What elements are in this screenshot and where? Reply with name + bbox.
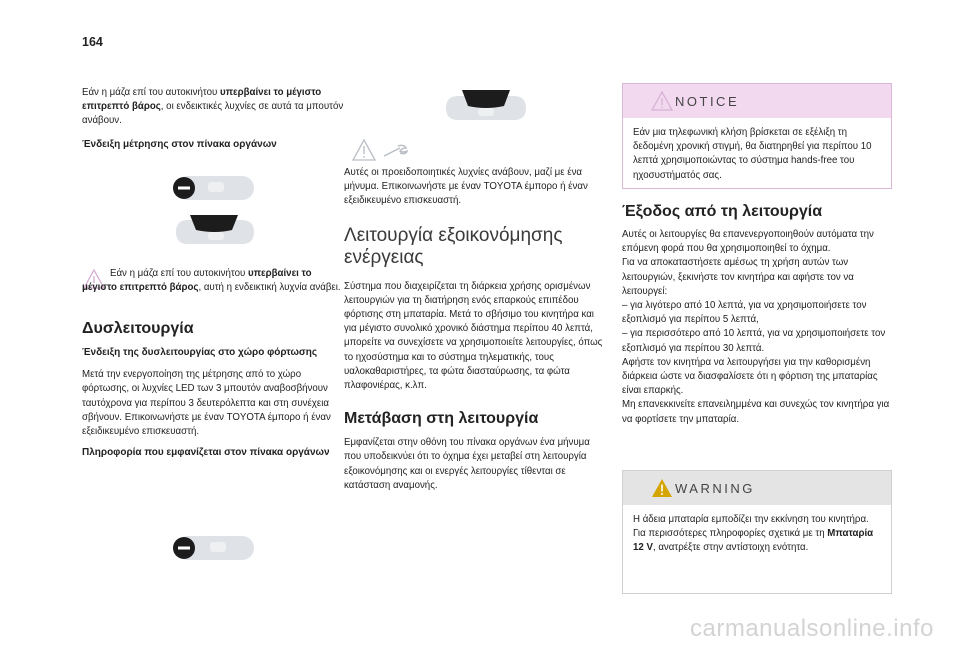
notice-box (622, 83, 892, 189)
warning-text-2: Για περισσότερες πληροφορίες σχετικά με τη Μπαταρία 12 V, ανατρέξτε στην αντίστοιχη ενότητα. (633, 528, 874, 554)
exit-paragraph-3: Αφήστε τον κινητήρα να λειτουργήσει για την καθορισμένη διάρκεια ώστε να διασφαλίσετε ότι η φόρτιση της μπαταρίας είναι επαρκής. (622, 356, 878, 397)
wrench-icon (384, 145, 407, 156)
warning-triangle-icon (651, 478, 673, 498)
page-number: 164 (82, 35, 103, 49)
exit-heading: Έξοδος από τη λειτουργία (622, 203, 823, 220)
gauge-paragraph: Εάν η μάζα επί του αυτοκινήτου υπερβαίνει το μέγιστο επιτρεπτό βάρος, αυτή η ενδεικτική λυχνία ανάβει. (82, 268, 341, 294)
watermark: carmanualsonline.info (690, 615, 934, 642)
load-button-bottom-illustration (172, 530, 262, 564)
warning-and-wrench-icons (352, 138, 412, 164)
gauge-heading: Ένδειξη μέτρησης στον πίνακα οργάνων (82, 138, 277, 150)
overweight-paragraph: Εάν η μάζα επί του αυτοκινήτου υπερβαίνει το μέγιστο επιτρεπτό βάρος, οι ενδεικτικές λυχνίες σε αυτά τα μπουτόν ανάβουν. (82, 87, 344, 127)
weight-gauge-illustration (440, 82, 530, 126)
malfunction-heading: Δυσλειτουργία (82, 320, 194, 337)
warning-body (633, 513, 881, 556)
warning-light-icon (353, 140, 375, 160)
switching-paragraph: Εμφανίζεται στην οθόνη του πίνακα οργάνων ένα μήνυμα που υποδεικνύει ότι το όχημα έχει μεταβεί στη λειτουργία εξοικονόμησης και οι ενεργές λειτουργίες τίθενται σε κατάσταση αναμονής. (344, 437, 590, 491)
exit-list-item-2: – για περισσότερο από 10 λεπτά, για να χρησιμοποιήσετε τον εξοπλισμό για περίπου 30 λεπτά. (622, 328, 886, 354)
load-button-icon (173, 176, 254, 200)
energy-saving-paragraph: Σύστημα που διαχειρίζεται τη διάρκεια χρήσης ορισμένων λειτουργιών για τη διατήρηση ενός επαρκούς επιπέδου φόρτισης στη μπαταρία. Μετά το σβήσιμο του κινητήρα και για μέγιστο συνολικό χρονικό διάστημα περίπου 40 λεπτά, μπορείτε να συνεχίσετε να χρησιμοποιείτε λειτουργίες, όπως το ηχοσύστημα και το σύστημα τηλεματικής, τους υαλοκαθαριστήρες, τα φώτα διασταύρωσης, τα φώτα πλαφονιέρας, κ.λπ. (344, 280, 603, 392)
column-2 (344, 166, 606, 493)
energy-saving-heading: Λειτουργία εξοικονόμησης ενέργειας (344, 224, 563, 268)
malfunction-section (82, 320, 344, 460)
column-3 (622, 203, 892, 427)
notice-text: Εάν μια τηλεφωνική κλήση βρίσκεται σε εξέλιξη τη δεδομένη χρονική στιγμή, θα διατηρηθεί για περίπου 10 λεπτά χρησιμοποιώντας το σύστημα hands-free του ηχοσυστήματός σας. (633, 127, 872, 181)
warning-box (622, 470, 892, 594)
gauge-text-block (82, 267, 344, 295)
exit-paragraph-2: Για να αποκαταστήσετε αμέσως τη χρήση αυτών των λειτουργιών, ξεκινήστε τον κινητήρα και αφήστε τον να λειτουργεί: (622, 257, 854, 297)
column-1 (82, 86, 344, 152)
warning-title: WARNING (675, 481, 755, 496)
exit-paragraph-1: Αυτές οι λειτουργίες θα επανενεργοποιηθούν αυτόματα την επόμενη φορά που θα χρησιμοποιηθεί το όχημα. (622, 229, 874, 255)
exit-paragraph-4: Μη επανεκκινείτε επανειλημμένα και συνεχώς τον κινητήρα για να φορτίσετε την μπαταρία. (622, 399, 890, 425)
exit-list-item-1: – για λιγότερο από 10 λεπτά, για να χρησιμοποιήσετε τον εξοπλισμό για περίπου 5 λεπτά, (622, 300, 867, 326)
warning-header (623, 471, 891, 505)
warning-lights-paragraph: Αυτές οι προειδοποιητικές λυχνίες ανάβουν, μαζί με ένα μήνυμα. Επικοινωνήστε με έναν TOYOTA έμπορο ή έναν εξειδικευμένο επισκευαστή. (344, 167, 588, 207)
weight-gauge-icon (176, 215, 254, 244)
info-heading: Πληροφορία που εμφανίζεται στον πίνακα οργάνων (82, 447, 330, 459)
malfunction-subheading: Ένδειξη της δυσλειτουργίας στο χώρο φόρτωσης (82, 347, 318, 358)
notice-triangle-icon (651, 91, 673, 111)
malfunction-paragraph: Μετά την ενεργοποίηση της μέτρησης από το χώρο φόρτωσης, οι λυχνίες LED των 3 μπουτόν αναβοσβήνουν ταυτόχρονα για περίπου 3 δευτερόλεπτα και στη συνέχεια σβήνουν. Επικοινωνήστε με έναν TOYOTA έμπορο ή έναν εξειδικευμένο επισκευαστή. (82, 369, 331, 438)
warning-text-1: Η άδεια μπαταρία εμποδίζει την εκκίνηση του κινητήρα. (633, 514, 869, 525)
switching-heading: Μετάβαση στη λειτουργία (344, 410, 539, 428)
notice-header (623, 84, 891, 118)
notice-title: NOTICE (675, 94, 740, 109)
load-buttons-illustration (168, 170, 258, 260)
